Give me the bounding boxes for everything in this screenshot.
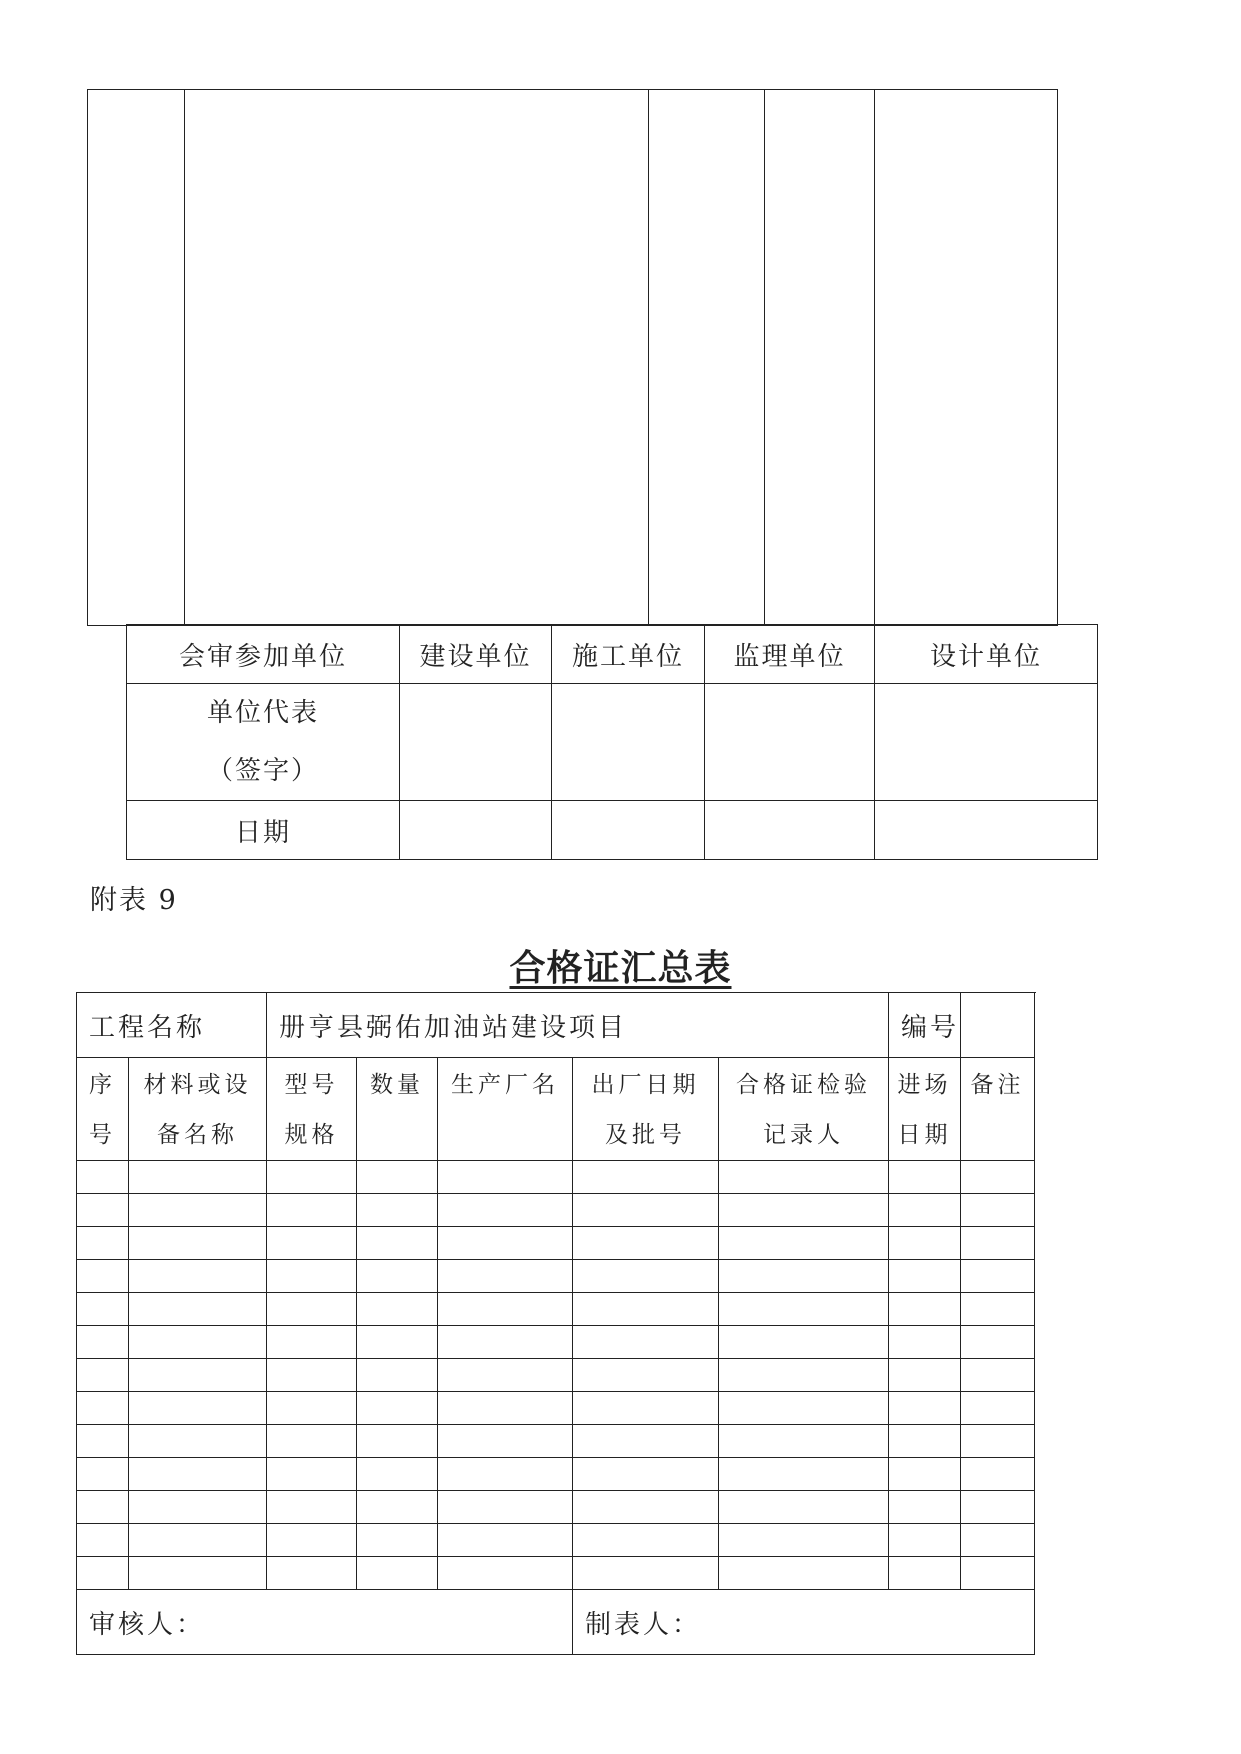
table-cell-manufacturer[interactable]: [438, 1392, 573, 1425]
table-cell-remarks[interactable]: [961, 1359, 1035, 1392]
table-cell-manufacturer[interactable]: [438, 1227, 573, 1260]
table-cell-manufacturer[interactable]: [438, 1260, 573, 1293]
signature-cell[interactable]: [400, 684, 552, 801]
column-header-line: 及批号: [605, 1122, 686, 1148]
review-header-construction: 建设单位: [400, 625, 552, 684]
table-cell-manufacturer[interactable]: [438, 1359, 573, 1392]
column-header-line: 材料或设: [143, 1072, 252, 1098]
table-cell-entry-date[interactable]: [889, 1194, 961, 1227]
table-row: [77, 1194, 1035, 1227]
table-row: [77, 1491, 1035, 1524]
column-header-entry-date: [889, 1058, 961, 1161]
frame-cell: [875, 90, 1058, 626]
column-header-line: 备名称: [157, 1122, 238, 1148]
table-cell-entry-date[interactable]: [889, 1161, 961, 1194]
table-cell-entry-date[interactable]: [889, 1392, 961, 1425]
table-cell-model-spec[interactable]: [267, 1491, 357, 1524]
frame-cell: [649, 90, 765, 626]
table-cell-material-name[interactable]: [129, 1260, 267, 1293]
table-cell-remarks[interactable]: [961, 1194, 1035, 1227]
table-cell-manufacturer[interactable]: [438, 1491, 573, 1524]
table-cell-quantity[interactable]: [357, 1227, 438, 1260]
table-cell-seq[interactable]: [77, 1227, 129, 1260]
table-cell-model-spec[interactable]: [267, 1392, 357, 1425]
column-header-line: 号: [89, 1122, 116, 1148]
table-cell-inspector[interactable]: [719, 1326, 889, 1359]
project-name-label: 工程名称: [77, 993, 267, 1058]
appendix-label: 附表 9: [90, 885, 178, 916]
table-cell-seq[interactable]: [77, 1557, 129, 1590]
table-cell-material-name[interactable]: [129, 1161, 267, 1194]
table-cell-quantity[interactable]: [357, 1425, 438, 1458]
signature-line: （签字）: [206, 756, 319, 786]
table-cell-manufacturer[interactable]: [438, 1557, 573, 1590]
table-cell-model-spec[interactable]: [267, 1194, 357, 1227]
table-cell-entry-date[interactable]: [889, 1359, 961, 1392]
date-label: 日期: [127, 801, 400, 860]
table-cell-seq[interactable]: [77, 1425, 129, 1458]
column-header-line: 备注: [970, 1072, 1025, 1098]
table-cell-inspector[interactable]: [719, 1458, 889, 1491]
table-cell-entry-date[interactable]: [889, 1458, 961, 1491]
table-cell-manufacturer[interactable]: [438, 1425, 573, 1458]
table-cell-remarks[interactable]: [961, 1524, 1035, 1557]
frame-cell: [765, 90, 875, 626]
table-cell-quantity[interactable]: [357, 1161, 438, 1194]
column-header-quantity: [357, 1058, 438, 1161]
table-cell-date-batch[interactable]: [573, 1194, 719, 1227]
column-header-line: 规格: [284, 1122, 339, 1148]
table-cell-remarks[interactable]: [961, 1557, 1035, 1590]
table-cell-inspector[interactable]: [719, 1392, 889, 1425]
table-row: [77, 1293, 1035, 1326]
table-cell-quantity[interactable]: [357, 1359, 438, 1392]
table-cell-quantity[interactable]: [357, 1260, 438, 1293]
column-header-line: 记录人: [763, 1122, 844, 1148]
certificate-summary-table: [76, 992, 1035, 1655]
table-cell-model-spec[interactable]: [267, 1293, 357, 1326]
column-header-seq: [77, 1058, 129, 1161]
date-cell[interactable]: [400, 801, 552, 860]
date-cell[interactable]: [705, 801, 875, 860]
table-cell-date-batch[interactable]: [573, 1326, 719, 1359]
table-cell-model-spec[interactable]: [267, 1557, 357, 1590]
table-cell-quantity[interactable]: [357, 1524, 438, 1557]
date-cell[interactable]: [552, 801, 705, 860]
table-cell-quantity[interactable]: [357, 1458, 438, 1491]
frame-cell: [185, 90, 649, 626]
column-header-line: 合格证检验: [736, 1072, 871, 1098]
table-cell-material-name[interactable]: [129, 1326, 267, 1359]
table-cell-material-name[interactable]: [129, 1392, 267, 1425]
frame-cell: [88, 90, 185, 626]
table-cell-inspector[interactable]: [719, 1194, 889, 1227]
table-cell-seq[interactable]: [77, 1293, 129, 1326]
table-cell-quantity[interactable]: [357, 1293, 438, 1326]
table-cell-inspector[interactable]: [719, 1260, 889, 1293]
table-cell-remarks[interactable]: [961, 1392, 1035, 1425]
table-cell-seq[interactable]: [77, 1359, 129, 1392]
column-header-manufacturer: [438, 1058, 573, 1161]
column-header-inspector: [719, 1058, 889, 1161]
table-cell-remarks[interactable]: [961, 1293, 1035, 1326]
table-cell-seq[interactable]: [77, 1458, 129, 1491]
table-cell-material-name[interactable]: [129, 1557, 267, 1590]
table-cell-date-batch[interactable]: [573, 1293, 719, 1326]
table-cell-entry-date[interactable]: [889, 1326, 961, 1359]
column-header-line: 出厂日期: [591, 1072, 700, 1098]
table-cell-entry-date[interactable]: [889, 1260, 961, 1293]
table-row: [77, 1425, 1035, 1458]
column-header-date-batch: [573, 1058, 719, 1161]
table-row: [77, 1557, 1035, 1590]
column-header-material-name: [129, 1058, 267, 1161]
table-cell-date-batch[interactable]: [573, 1227, 719, 1260]
table-cell-inspector[interactable]: [719, 1359, 889, 1392]
table-cell-material-name[interactable]: [129, 1491, 267, 1524]
table-cell-model-spec[interactable]: [267, 1425, 357, 1458]
table-cell-material-name[interactable]: [129, 1194, 267, 1227]
table-cell-entry-date[interactable]: [889, 1425, 961, 1458]
column-header-line: 序: [89, 1072, 116, 1098]
table-cell-model-spec[interactable]: [267, 1458, 357, 1491]
table-cell-remarks[interactable]: [961, 1260, 1035, 1293]
table-cell-inspector[interactable]: [719, 1524, 889, 1557]
table-cell-seq[interactable]: [77, 1524, 129, 1557]
review-header-designer: 设计单位: [875, 625, 1098, 684]
signature-cell[interactable]: [552, 684, 705, 801]
table-cell-inspector[interactable]: [719, 1557, 889, 1590]
table-cell-entry-date[interactable]: [889, 1491, 961, 1524]
table-cell-date-batch[interactable]: [573, 1524, 719, 1557]
table-cell-material-name[interactable]: [129, 1359, 267, 1392]
representative-line: 单位代表: [206, 698, 319, 728]
table-row: [77, 1161, 1035, 1194]
table-cell-entry-date[interactable]: [889, 1557, 961, 1590]
table-cell-seq[interactable]: [77, 1491, 129, 1524]
table-cell-quantity[interactable]: [357, 1194, 438, 1227]
table-cell-date-batch[interactable]: [573, 1392, 719, 1425]
table-cell-manufacturer[interactable]: [438, 1326, 573, 1359]
column-header-remarks: [961, 1058, 1035, 1161]
table-cell-date-batch[interactable]: [573, 1161, 719, 1194]
table-cell-manufacturer[interactable]: [438, 1524, 573, 1557]
review-header-units: 会审参加单位: [127, 625, 400, 684]
table-cell-material-name[interactable]: [129, 1227, 267, 1260]
table-cell-seq[interactable]: [77, 1326, 129, 1359]
page-title: 合格证汇总表: [509, 948, 732, 989]
table-cell-entry-date[interactable]: [889, 1293, 961, 1326]
table-row: [77, 1524, 1035, 1557]
table-cell-model-spec[interactable]: [267, 1227, 357, 1260]
table-cell-date-batch[interactable]: [573, 1557, 719, 1590]
column-header-line: 进场: [897, 1072, 952, 1098]
column-header-line: 生产厂名: [451, 1072, 559, 1098]
table-cell-remarks[interactable]: [961, 1227, 1035, 1260]
table-cell-inspector[interactable]: [719, 1293, 889, 1326]
table-cell-seq[interactable]: [77, 1260, 129, 1293]
table-cell-material-name[interactable]: [129, 1458, 267, 1491]
table-cell-seq[interactable]: [77, 1392, 129, 1425]
table-cell-manufacturer[interactable]: [438, 1194, 573, 1227]
table-cell-quantity[interactable]: [357, 1491, 438, 1524]
column-header-model-spec: [267, 1058, 357, 1161]
review-header-contractor: 施工单位: [552, 625, 705, 684]
table-cell-model-spec[interactable]: [267, 1260, 357, 1293]
table-cell-inspector[interactable]: [719, 1161, 889, 1194]
table-cell-date-batch[interactable]: [573, 1491, 719, 1524]
table-cell-inspector[interactable]: [719, 1227, 889, 1260]
column-header-line: 型号: [284, 1072, 339, 1098]
table-cell-remarks[interactable]: [961, 1458, 1035, 1491]
date-cell[interactable]: [875, 801, 1098, 860]
column-header-line: 日期: [897, 1122, 952, 1148]
table-cell-date-batch[interactable]: [573, 1260, 719, 1293]
table-cell-remarks[interactable]: [961, 1161, 1035, 1194]
table-cell-date-batch[interactable]: [573, 1458, 719, 1491]
table-cell-model-spec[interactable]: [267, 1326, 357, 1359]
table-cell-model-spec[interactable]: [267, 1161, 357, 1194]
review-units-table: [126, 624, 1098, 860]
table-row: [77, 1260, 1035, 1293]
number-label: 编号: [889, 993, 961, 1058]
table-cell-material-name[interactable]: [129, 1524, 267, 1557]
column-header-line: 数量: [370, 1072, 424, 1098]
review-header-supervisor: 监理单位: [705, 625, 875, 684]
column-header-row: [77, 1058, 1035, 1161]
table-cell-inspector[interactable]: [719, 1425, 889, 1458]
table-row: [77, 1359, 1035, 1392]
table-cell-remarks[interactable]: [961, 1491, 1035, 1524]
representative-label: [127, 684, 400, 801]
table-cell-manufacturer[interactable]: [438, 1293, 573, 1326]
table-cell-material-name[interactable]: [129, 1293, 267, 1326]
signature-cell[interactable]: [705, 684, 875, 801]
table-cell-seq[interactable]: [77, 1161, 129, 1194]
table-cell-remarks[interactable]: [961, 1326, 1035, 1359]
table-cell-date-batch[interactable]: [573, 1359, 719, 1392]
table-row: [77, 1392, 1035, 1425]
project-name-value[interactable]: 册亨县弼佑加油站建设项目: [267, 993, 889, 1058]
table-cell-manufacturer[interactable]: [438, 1161, 573, 1194]
table-row: [77, 1227, 1035, 1260]
table-cell-quantity[interactable]: [357, 1326, 438, 1359]
table-cell-inspector[interactable]: [719, 1491, 889, 1524]
preparer-label[interactable]: 制表人：: [573, 1590, 1035, 1655]
table-cell-model-spec[interactable]: [267, 1524, 357, 1557]
reviewer-label[interactable]: 审核人：: [77, 1590, 573, 1655]
signature-row: [77, 1590, 1035, 1655]
table-row: [77, 1326, 1035, 1359]
table-cell-remarks[interactable]: [961, 1425, 1035, 1458]
top-frame-table: [87, 89, 1058, 626]
table-cell-entry-date[interactable]: [889, 1227, 961, 1260]
table-cell-quantity[interactable]: [357, 1392, 438, 1425]
signature-cell[interactable]: [875, 684, 1098, 801]
table-cell-seq[interactable]: [77, 1194, 129, 1227]
number-value[interactable]: [961, 993, 1035, 1058]
table-cell-manufacturer[interactable]: [438, 1458, 573, 1491]
table-cell-model-spec[interactable]: [267, 1359, 357, 1392]
table-row: [77, 1458, 1035, 1491]
table-cell-date-batch[interactable]: [573, 1425, 719, 1458]
table-cell-material-name[interactable]: [129, 1425, 267, 1458]
table-cell-entry-date[interactable]: [889, 1524, 961, 1557]
table-cell-quantity[interactable]: [357, 1557, 438, 1590]
